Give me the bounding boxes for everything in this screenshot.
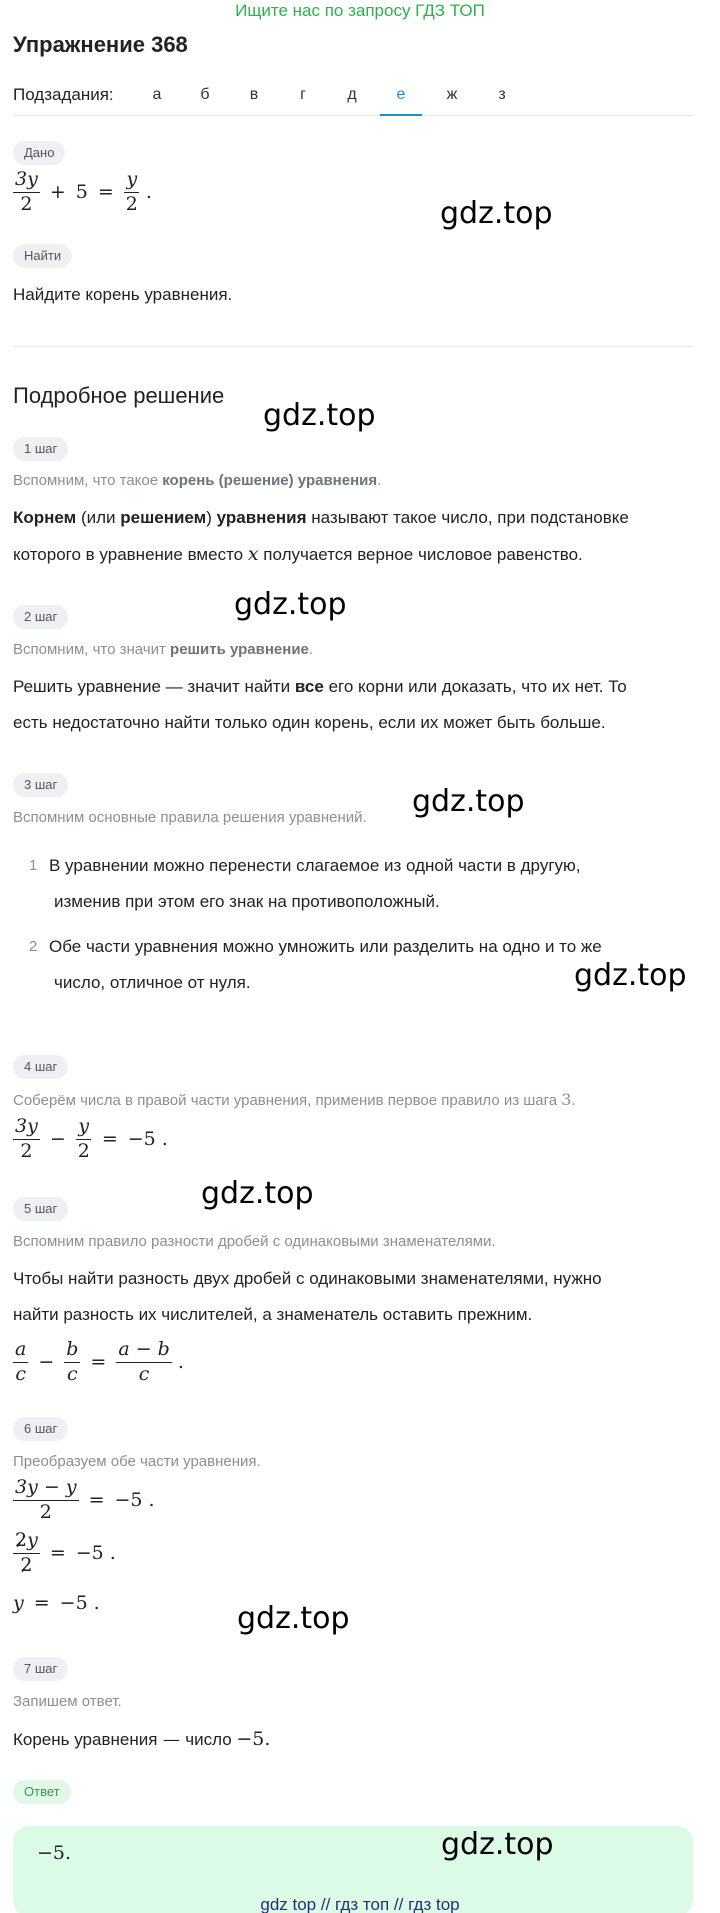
tab-z[interactable]: з: [498, 86, 506, 103]
rule-1-line-2: изменив при этом его знак на противоположный.: [54, 892, 440, 911]
step-7-text: Корень уравнения — число −5.: [13, 1728, 271, 1750]
step-5-chip: 5 шаг: [13, 1197, 68, 1221]
step-6-hint: Преобразуем обе части уравнения.: [13, 1453, 261, 1470]
step-6-equation-2: $\frac{2y}{2}$ = −5 .: [15, 1529, 116, 1576]
search-banner[interactable]: Ищите нас по запросу ГДЗ ТОП: [235, 1, 485, 20]
footer-link-3[interactable]: гдз top: [408, 1895, 460, 1913]
step-4-chip: 4 шаг: [13, 1055, 68, 1079]
step-7-hint: Запишем ответ.: [13, 1693, 122, 1710]
watermark: gdz.top: [574, 958, 687, 993]
step-5-text-line-2: найти разность их числителей, а знаменатель оставить прежним.: [13, 1305, 533, 1324]
footer-separator: //: [389, 1895, 409, 1913]
subtasks-nav: [13, 84, 693, 116]
tab-e-active[interactable]: е: [380, 84, 422, 116]
watermark: gdz.top: [412, 784, 525, 819]
step-1-hint: Вспомним, что такое корень (решение) уравнения.: [13, 472, 382, 489]
step-2-text-line-1: Решить уравнение — значит найти все его корни или доказать, что их нет. То: [13, 677, 627, 696]
watermark: gdz.top: [201, 1176, 314, 1211]
step-5-text-line-1: Чтобы найти разность двух дробей с одинаковыми знаменателями, нужно: [13, 1269, 602, 1288]
tab-g[interactable]: г: [300, 86, 306, 103]
watermark: gdz.top: [263, 398, 376, 433]
rule-1-line-1: В уравнении можно перенести слагаемое из одной части в другую,: [49, 856, 581, 875]
footer-links: [0, 1895, 720, 1913]
tab-v[interactable]: в: [249, 86, 259, 103]
page-title: Упражнение 368: [13, 32, 188, 57]
watermark: gdz.top: [234, 587, 347, 622]
step-6-equation-1: $\frac{3y - y}{2}$ = −5 .: [15, 1476, 155, 1523]
step-6-equation-3: y = −5 .: [13, 1592, 100, 1614]
step-2-chip: 2 шаг: [13, 605, 68, 629]
given-equation: $\frac{3y}{2}$ + 5 = $\frac{y}{2}$ .: [15, 168, 152, 215]
step-3-chip: 3 шаг: [13, 773, 68, 797]
tab-d[interactable]: д: [347, 86, 357, 103]
watermark: gdz.top: [441, 1827, 554, 1862]
step-1-chip: 1 шаг: [13, 437, 68, 461]
step-6-chip: 6 шаг: [13, 1417, 68, 1441]
rule-2-line-1: Обе части уравнения можно умножить или разделить на одно и то же: [49, 937, 602, 956]
section-divider: [13, 346, 693, 347]
step-2-text-line-2: есть недостаточно найти только один корень, если их может быть больше.: [13, 713, 606, 732]
tab-a[interactable]: а: [152, 86, 162, 103]
find-chip: Найти: [13, 244, 72, 268]
find-text: Найдите корень уравнения.: [13, 285, 233, 304]
step-2-hint: Вспомним, что значит решить уравнение.: [13, 641, 314, 658]
given-chip: Дано: [13, 141, 65, 165]
answer-value: −5.: [37, 1842, 72, 1864]
footer-link-1[interactable]: gdz top: [260, 1895, 317, 1913]
rule-1-number: 1: [29, 857, 38, 874]
step-1-text-line-2: которого в уравнение вместо x получается верное числовое равенство.: [13, 543, 583, 565]
footer-link-2[interactable]: гдз топ: [335, 1895, 390, 1913]
tab-b[interactable]: б: [200, 86, 210, 103]
step-5-hint: Вспомним правило разности дробей с одинаковыми знаменателями.: [13, 1233, 496, 1250]
subtasks-label: Подзадания:: [13, 85, 114, 104]
step-5-formula: $\frac{a}{c}$ − $\frac{b}{c}$ = $\frac{a - b}{c}$ .: [15, 1338, 184, 1385]
step-4-hint: Соберём числа в правой части уравнения, применив первое правило из шага 3.: [13, 1090, 576, 1109]
watermark: gdz.top: [237, 1601, 350, 1636]
step-4-equation: $\frac{3y}{2}$ − $\frac{y}{2}$ = −5 .: [15, 1115, 168, 1162]
answer-chip: Ответ: [13, 1780, 71, 1804]
rule-2-line-2: число, отличное от нуля.: [54, 973, 251, 992]
step-7-chip: 7 шаг: [13, 1657, 68, 1681]
solution-heading: Подробное решение: [13, 383, 225, 408]
watermark: gdz.top: [440, 196, 553, 231]
rule-2-number: 2: [29, 938, 38, 955]
footer-separator: //: [316, 1895, 336, 1913]
step-3-hint: Вспомним основные правила решения уравнений.: [13, 809, 367, 826]
tab-zh[interactable]: ж: [446, 86, 458, 103]
step-1-text-line-1: Корнем (или решением) уравнения называют такое число, при подстановке: [13, 508, 629, 527]
